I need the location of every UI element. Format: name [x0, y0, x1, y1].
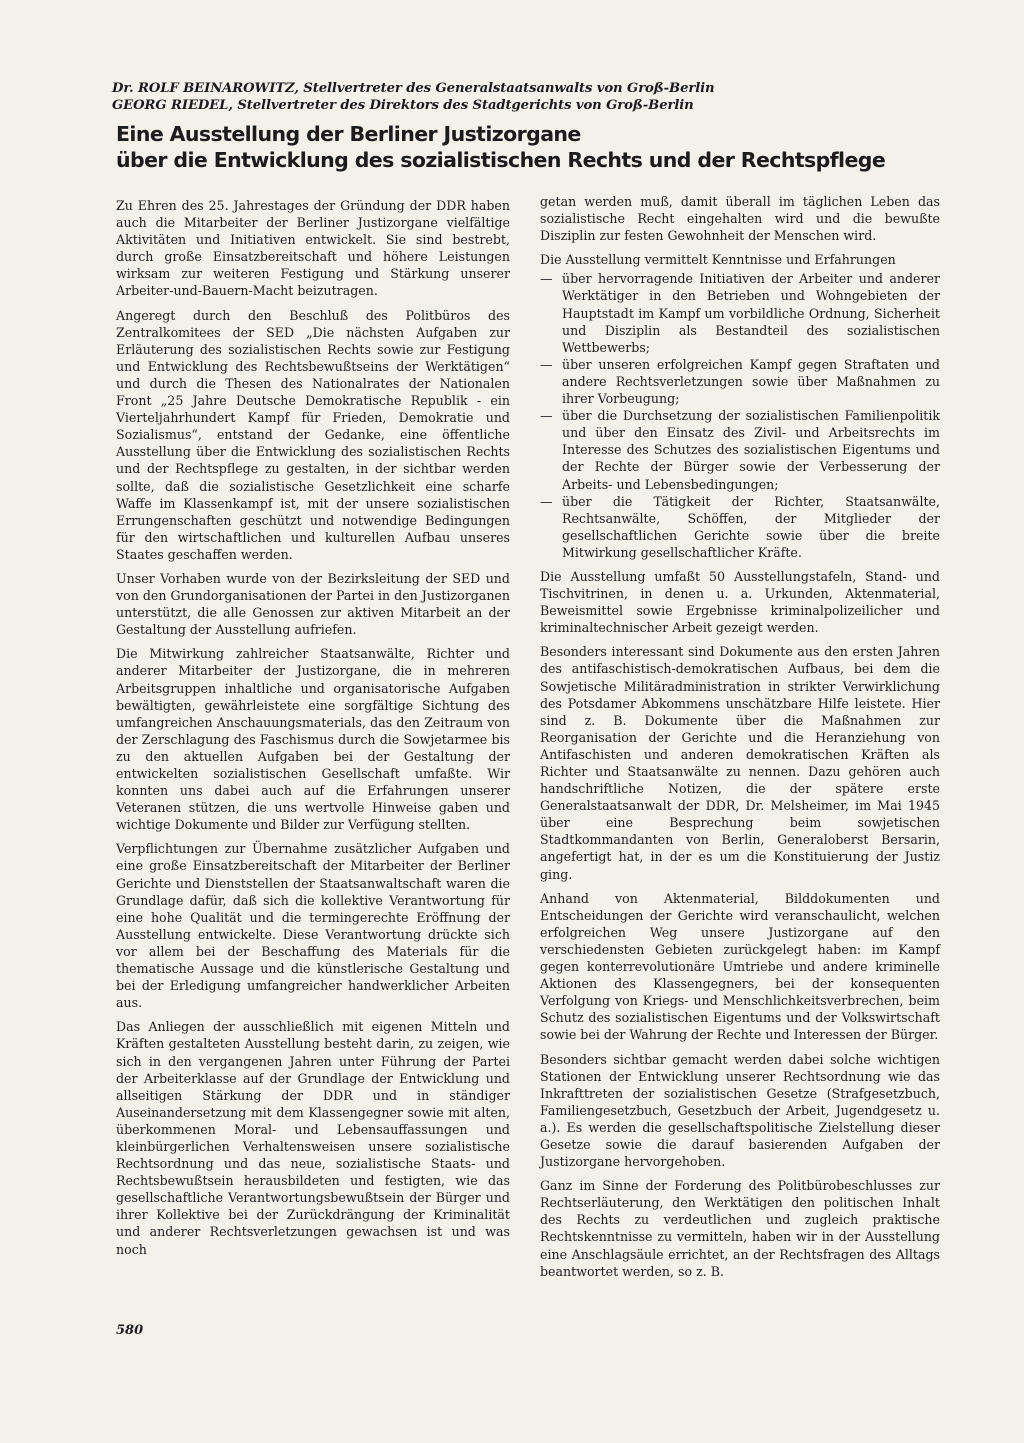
list-item: — über die Tätigkeit der Richter, Staatsanwälte, Rechtsanwälte, Schöffen, der Mitglieder der gesellschaftlichen Gerichte sowie über die breite Mitwirkung gesellschaftlicher Kräfte.	[540, 493, 940, 561]
paragraph: Die Ausstellung vermittelt Kenntnisse und Erfahrungen	[540, 252, 896, 268]
right-column	[540, 193, 940, 1287]
paragraph: Verpflichtungen zur Übernahme zusätzlicher Aufgaben und eine große Einsatzbereitschaft der Mitarbeiter der Berliner Gerichte und Dienststellen der Staatsanwaltschaft waren die Grundlage dafür, daß sich die kollektive Verantwortung für eine hohe Qualität und die termingerechte Eröffnung der Ausstellung entwickelte. Diese Verantwortung drückte sich vor allem bei der Beschaffung des Materials für die thematische Aussage und die künstlerische Gestaltung und bei der Erledigung umfangreicher handwerklicher Arbeiten aus.	[116, 841, 510, 1011]
title-line-1: Eine Ausstellung der Berliner Justizorgane	[116, 122, 581, 146]
bullet-list	[540, 270, 940, 561]
paragraph: Anhand von Aktenmaterial, Bilddokumenten und Entscheidungen der Gerichte wird veranschaulicht, welchen erfolgreichen Weg unsere Justizorgane auf den verschiedensten Gebieten zurückgelegt haben: im Kampf gegen konterrevolutionäre Umtriebe und andere kriminelle Aktionen des Klassengegners, bei der konsequenten Verfolgung von Kriegs- und Menschlichkeitsverbrechen, beim Schutz des sozialistischen Eigentums und der Volkswirtschaft sowie bei der Wahrung der Rechte und Interessen der Bürger.	[540, 890, 940, 1043]
title-line-2: über die Entwicklung des sozialistischen Rechts und der Rechtspflege	[116, 148, 886, 172]
paragraph: Das Anliegen der ausschließlich mit eigenen Mitteln und Kräften gestalteten Ausstellung besteht darin, zu zeigen, wie sich in den vergangenen Jahren unter Führung der Partei der Arbeiterklasse auf der Grundlage der Entwicklung und allseitigen Stärkung der DDR und in ständiger Auseinandersetzung mit dem Klassengegner sowie mit alten, überkommenen Moral- und Lebensauffassungen und kleinbürgerlichen Verhaltensweisen unsere sozialistische Rechtsordnung und das neue, sozialistische Staats- und Rechtsbewußtsein herausbildeten und festigten, wie das gesellschaftliche Verantwortungsbewußtsein der Bürger und ihrer Kollektive bei der Zurückdrängung der Kriminalität und anderer Rechtsverletzungen gewachsen ist und was noch	[116, 1019, 510, 1257]
author-line	[112, 80, 752, 114]
page-number: 580	[116, 1323, 144, 1338]
paragraph: getan werden muß, damit überall im täglichen Leben das sozialistische Recht eingehalten wird und die bewußte Disziplin zur festen Gewohnheit der Menschen wird.	[540, 194, 940, 244]
paragraph: Die Ausstellung umfaßt 50 Ausstellungstafeln, Stand- und Tischvitrinen, in denen u. a. Urkunden, Aktenmaterial, Beweismittel sowie Ergebnisse kriminalpolizeilicher und kriminaltechnischer Arbeit gezeigt werden.	[540, 568, 940, 636]
paragraph: Ganz im Sinne der Forderung des Politbürobeschlusses zur Rechtserläuterung, den Werktätigen den politischen Inhalt des Rechts zu verdeutlichen und zugleich praktische Rechtskenntnisse zu vermitteln, haben wir in der Ausstellung eine Anschlagsäule errichtet, an der Rechtsfragen des Alltags beantwortet werden, so z. B.	[540, 1178, 940, 1279]
paragraph: Die Mitwirkung zahlreicher Staatsanwälte, Richter und anderer Mitarbeiter der Justizorgane, die in mehreren Arbeitsgruppen inhaltliche und organisatorische Aufgaben bewältigten, gewährleistete eine sorgfältige Sichtung des umfangreichen Anschauungsmaterials, das den Zeitraum von der Zerschlagung des Faschismus durch die Sowjetarmee bis zu den aktuellen Aufgaben bei der Gestaltung der entwickelten sozialistischen Gesellschaft umfaßte. Wir konnten uns dabei auch auf die Erfahrungen unserer Veteranen stützen, die uns wertvolle Hinweise gaben und wichtige Dokumente und Bilder zur Verfügung stellten.	[116, 646, 510, 833]
paragraph: Zu Ehren des 25. Jahrestages der Gründung der DDR haben auch die Mitarbeiter der Berliner Justizorgane vielfältige Aktivitäten und Initiativen entwickelt. Sie sind bestrebt, durch große Einsatzbereitschaft und höhere Leistungen wirksam zur weiteren Festigung und Stärkung unserer Arbeiter-und-Bauern-Macht beizutragen.	[116, 198, 510, 299]
article-title	[116, 121, 886, 173]
left-column	[116, 197, 510, 1265]
author-1: Dr. ROLF BEINAROWITZ, Stellvertreter des Generalstaatsanwalts von Groß-Berlin	[112, 81, 715, 96]
list-item: — über die Durchsetzung der sozialistischen Familienpolitik und über den Einsatz des Zivil- und Arbeitsrechts im Interesse des Schutzes des sozialistischen Eigentums und der Rechte der Bürger sowie der Verbesserung der Arbeits- und Lebensbedingungen;	[540, 407, 940, 492]
paragraph: Angeregt durch den Beschluß des Politbüros des Zentralkomitees der SED „Die nächsten Aufgaben zur Erläuterung des sozialistischen Rechts sowie zur Festigung und Entwicklung des Rechtsbewußtseins der Werktätigen“ und durch die Thesen des Nationalrates der Nationalen Front „25 Jahre Deutsche Demokratische Republik - ein Vierteljahrhundert Kampf für Frieden, Demokratie und Sozialismus“, entstand der Gedanke, eine öffentliche Ausstellung über die Entwicklung des sozialistischen Rechts und der Rechtspflege zu gestalten, in der sichtbar werden sollte, daß die sozialistische Gesetzlichkeit eine scharfe Waffe im Klassenkampf ist, mit der unsere sozialistischen Errungenschaften geschützt und notwendige Bedingungen für den wirtschaftlichen und kulturellen Aufbau unseres Staates geschaffen werden.	[116, 307, 510, 562]
paragraph: Besonders sichtbar gemacht werden dabei solche wichtigen Stationen der Entwicklung unserer Rechtsordnung wie das Inkrafttreten der sozialistischen Gesetze (Strafgesetzbuch, Familiengesetzbuch, Gesetzbuch der Arbeit, Jugendgesetz u. a.). Es werden die gesellschaftspolitische Zielstellung dieser Gesetze sowie die darauf basierenden Aufgaben der Justizorgane hervorgehoben.	[540, 1051, 940, 1170]
paragraph: Unser Vorhaben wurde von der Bezirksleitung der SED und von den Grundorganisationen der Partei in den Justizorganen unterstützt, die alle Genossen zur aktiven Mitarbeit an der Gestaltung der Ausstellung aufriefen.	[116, 570, 510, 638]
list-item: — über hervorragende Initiativen der Arbeiter und anderer Werktätiger in den Betrieben und Wohngebieten der Hauptstadt im Kampf um vorbildliche Ordnung, Sicherheit und Disziplin als Bestandteil des sozialistischen Wettbewerbs;	[540, 270, 940, 355]
author-2: GEORG RIEDEL, Stellvertreter des Direktors des Stadtgerichts von Groß-Berlin	[112, 98, 694, 113]
list-item: — über unseren erfolgreichen Kampf gegen Straftaten und andere Rechtsverletzungen sowie über Maßnahmen zu ihrer Vorbeugung;	[540, 356, 940, 407]
paragraph: Besonders interessant sind Dokumente aus den ersten Jahren des antifaschistisch-demokratischen Aufbaus, bei dem die Sowjetische Militäradministration in strikter Verwirklichung des Potsdamer Abkommens unschätzbare Hilfe leistete. Hier sind z. B. Dokumente über die Maßnahmen zur Reorganisation der Gerichte und die Heranziehung von Antifaschisten und anderen demokratischen Kräften als Richter und Staatsanwälte zu nennen. Dazu gehören auch handschriftliche Notizen, die der spätere erste Generalstaatsanwalt der DDR, Dr. Melsheimer, im Mai 1945 über eine Besprechung beim sowjetischen Stadtkommandanten von Berlin, Generaloberst Bersarin, angefertigt hat, in der es um die Konstituierung der Justiz ging.	[540, 644, 940, 882]
